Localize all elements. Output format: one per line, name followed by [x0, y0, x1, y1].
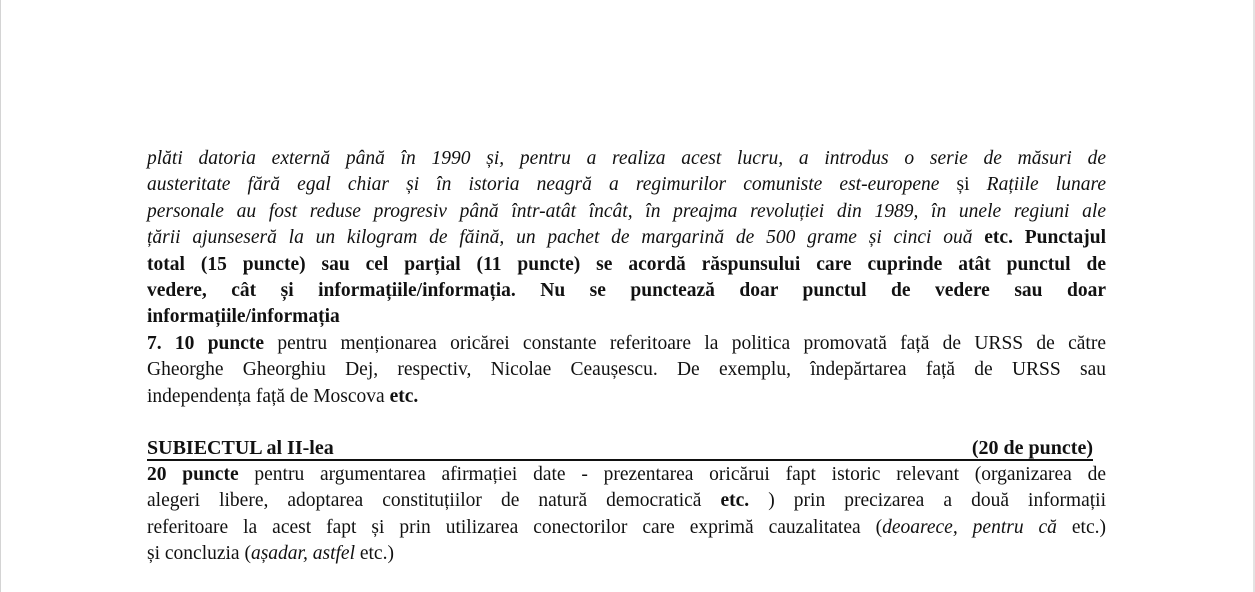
text-line — [147, 488, 1106, 514]
text-run: etc. — [720, 490, 750, 512]
text-run: și concluzia ( — [147, 543, 251, 565]
heading-underline — [147, 459, 1093, 461]
text-run: Rațiile lunare — [986, 174, 1106, 196]
text-run: austeritate fără egal chiar și în istoria neagră a regimurilor comuniste est-europene — [147, 174, 940, 196]
text-line: Gheorghe Gheorghiu Dej, respectiv, Nicolae Ceaușescu. De exemplu, îndepărtarea față de URSS sau — [147, 359, 1106, 381]
section-points: (20 de puncte) — [971, 437, 1093, 459]
text-line: personale au fost reduse progresiv până într-atât încât, în preajma revoluției din 1989, în unele regiuni ale — [147, 200, 1106, 222]
text-line: total (15 puncte) sau cel parțial (11 puncte) se acordă răspunsului care cuprinde atât punctul de — [147, 253, 1106, 275]
text-line — [147, 172, 1106, 198]
text-line: informațiile/informația — [147, 306, 340, 328]
text-run: referitoare la acest fapt și prin utilizarea conectorilor care exprimă cauzalitatea ( — [147, 516, 883, 538]
text-run: ) prin precizarea a două informații — [749, 490, 1107, 512]
text-run: etc.) — [1056, 516, 1106, 538]
text-run: pentru menționarea oricărei constante referitoare la politica promovată față de URSS de către — [264, 332, 1106, 354]
item-points-label: 20 puncte — [147, 464, 239, 485]
grading-notes-item-6-7 — [147, 146, 1106, 410]
text-run: alegeri libere, adoptarea constituțiilor de natură democratică — [147, 490, 721, 512]
text-run: independența față de Moscova — [147, 385, 390, 407]
text-line — [147, 462, 1106, 488]
text-run: pentru argumentarea afirmației date - prezentarea oricărui fapt istoric relevant (organizarea de — [238, 464, 1107, 485]
text-line — [147, 331, 1106, 357]
text-run: și — [939, 174, 987, 196]
text-line: plăti datoria externă până în 1990 și, pentru a realiza acest lucru, a introdus o serie de măsuri de — [147, 148, 1106, 169]
text-line — [147, 541, 1106, 567]
text-run: țării ajunseseră la un kilogram de făină, un pachet de margarină de 500 grame și cinci ouă — [147, 227, 973, 249]
text-run: deoarece, pentru că — [882, 516, 1057, 538]
text-line — [147, 515, 1106, 541]
section-title: SUBIECTUL al II-lea — [147, 437, 334, 459]
text-run: etc.) — [354, 543, 394, 565]
text-line — [147, 384, 1106, 410]
text-line: vedere, cât și informațiile/informația. Nu se punctează doar punctul de vedere sau doar — [147, 280, 1106, 302]
text-line — [147, 225, 1106, 251]
page-edge-left — [0, 0, 1, 592]
item-points-label: 7. 10 puncte — [147, 332, 265, 354]
grading-notes-subject-2 — [147, 462, 1106, 568]
text-run: etc. — [389, 385, 419, 407]
text-run: etc. Punctajul — [972, 227, 1107, 249]
text-run: așadar, astfel — [250, 543, 355, 565]
